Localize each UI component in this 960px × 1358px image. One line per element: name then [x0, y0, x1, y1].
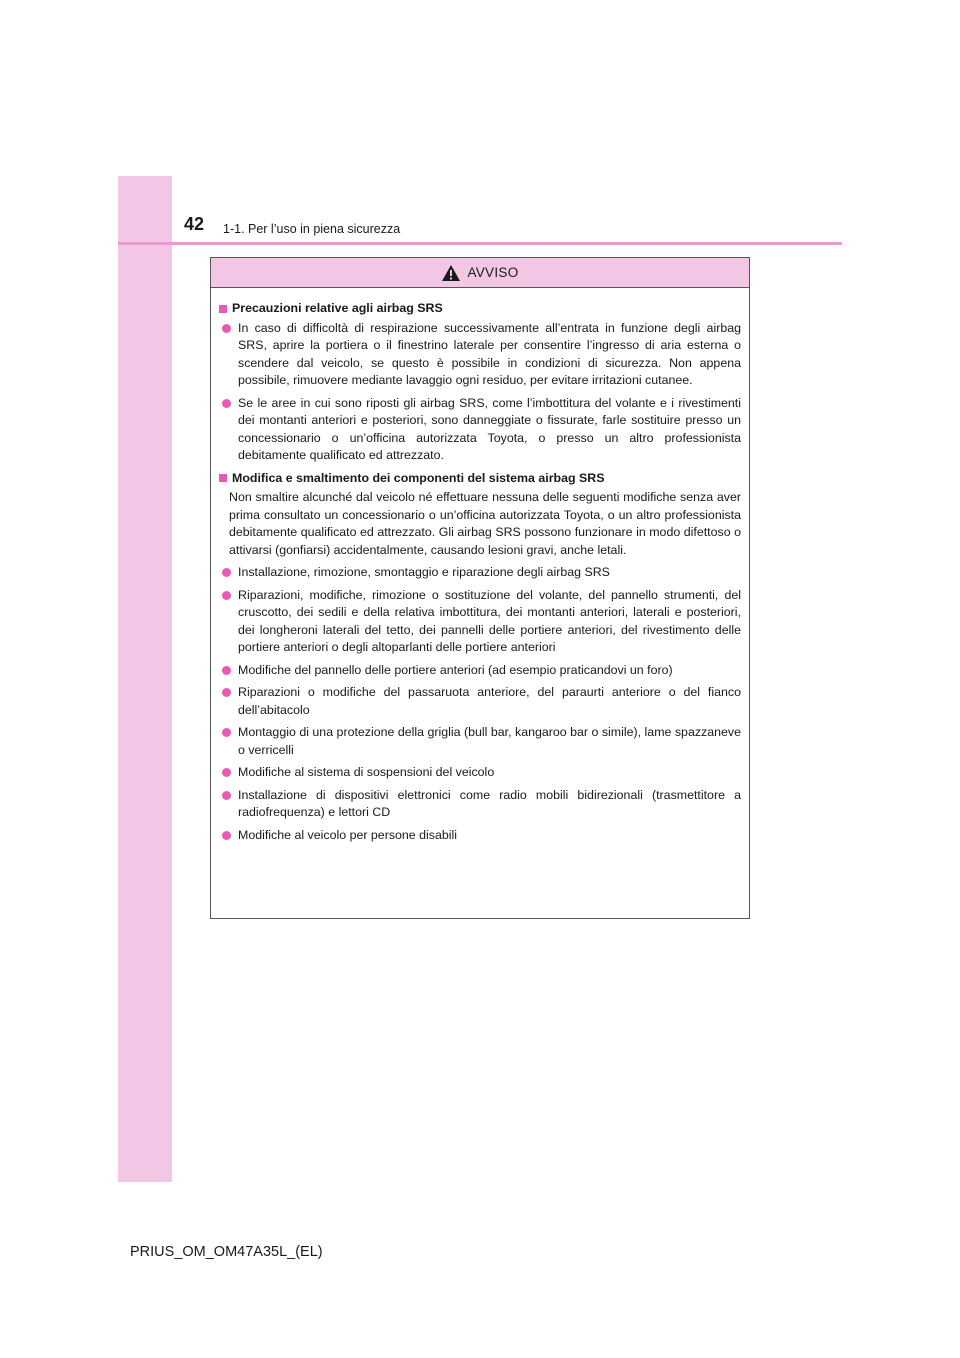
list-item-text: Modifiche al sistema di sospensioni del veicolo: [238, 765, 495, 779]
list-item-text: Modifiche al veicolo per persone disabili: [238, 827, 458, 842]
list-item-text: Se le aree in cui sono riposti gli airbag SRS, come l’imbottitura del volante e i rivestimenti dei montanti anteriori e posteriori, sono danneggiate o fissurate, farle sostituire presso un concessionario o un’officina autorizzata Toyota, o presso un altro professionista debitamente qualificato ed attrezzato.: [238, 395, 741, 462]
section-heading: [219, 300, 741, 318]
list-item-text: Installazione, rimozione, smontaggio e riparazione degli airbag SRS: [238, 565, 610, 579]
round-bullet-icon: [222, 831, 231, 840]
list-item: [222, 787, 741, 822]
list-item: [222, 587, 741, 657]
warning-content: [211, 288, 749, 844]
round-bullet-icon: [222, 666, 231, 675]
round-bullet-icon: [222, 791, 231, 800]
list-item-text: Riparazioni, modifiche, rimozione o sostituzione del volante, del pannello strumenti, del cruscotto, dei sedili e della relativa imbottitura, dei montanti anteriori, laterali e posteriori, dei longheroni laterali del tetto, dei pannelli delle portiere anteriori, del rivestimento delle portiere anteriori o degli altoparlanti delle portiere anteriori: [238, 587, 741, 654]
square-bullet-icon: [219, 305, 227, 313]
header-rule: [118, 242, 842, 245]
list-item: [222, 827, 741, 845]
round-bullet-icon: [222, 399, 231, 408]
warning-label: AVVISO: [467, 265, 519, 280]
list-item-text: Montaggio di una protezione della griglia (bull bar, kangaroo bar o simile), lame spazzaneve o verricelli: [238, 725, 741, 757]
section-heading-text: Modifica e smaltimento dei componenti del sistema airbag SRS: [232, 470, 605, 485]
round-bullet-icon: [222, 568, 231, 577]
page-side-tab: [118, 176, 172, 1182]
warning-triangle-icon: [441, 264, 461, 282]
round-bullet-icon: [222, 324, 231, 333]
list-item: [222, 564, 741, 582]
round-bullet-icon: [222, 768, 231, 777]
section-heading: [219, 470, 741, 488]
list-item: [222, 724, 741, 759]
section-paragraph: Non smaltire alcunché dal veicolo né effettuare nessuna delle seguenti modifiche senza aver prima consultato un concessionario o un’officina autorizzata Toyota, o un altro professionista debitamente qualificato ed attrezzato. Gli airbag SRS possono funzionare in modo difettoso o attivarsi (gonfiarsi) accidentalmente, causando lesioni gravi, anche letali.: [229, 490, 741, 557]
list-item-text: Installazione di dispositivi elettronici come radio mobili bidirezionali (trasmettitore a radiofrequenza) e lettori CD: [238, 787, 741, 819]
square-bullet-icon: [219, 474, 227, 482]
list-item-text: In caso di difficoltà di respirazione successivamente all’entrata in funzione degli airbag SRS, aprire la portiera o il finestrino laterale per consentire l’ingresso di aria esterna o scendere dal veicolo, se questo è possibile in condizioni di sicurezza. Non appena possibile, rimuovere mediante lavaggio ogni residuo, per evitare irritazioni cutanee.: [238, 320, 741, 387]
list-item: [222, 764, 741, 782]
list-item: [222, 684, 741, 719]
round-bullet-icon: [222, 688, 231, 697]
list-item: [222, 662, 741, 680]
section-title: 1-1. Per l’uso in piena sicurezza: [223, 222, 401, 236]
warning-header: [211, 258, 749, 288]
list-item: [222, 320, 741, 390]
section-heading-text: Precauzioni relative agli airbag SRS: [232, 301, 443, 315]
page-number: 42: [184, 214, 205, 234]
footer-code: PRIUS_OM_OM47A35L_(EL): [130, 1244, 323, 1260]
list-item: [222, 395, 741, 465]
round-bullet-icon: [222, 591, 231, 600]
round-bullet-icon: [222, 728, 231, 737]
list-item-text: Riparazioni o modifiche del passaruota anteriore, del paraurti anteriore o del fianco dell’abitacolo: [238, 685, 741, 717]
list-item-text: Modifiche del pannello delle portiere anteriori (ad esempio praticandovi un foro): [238, 662, 673, 677]
warning-box: [210, 257, 750, 919]
